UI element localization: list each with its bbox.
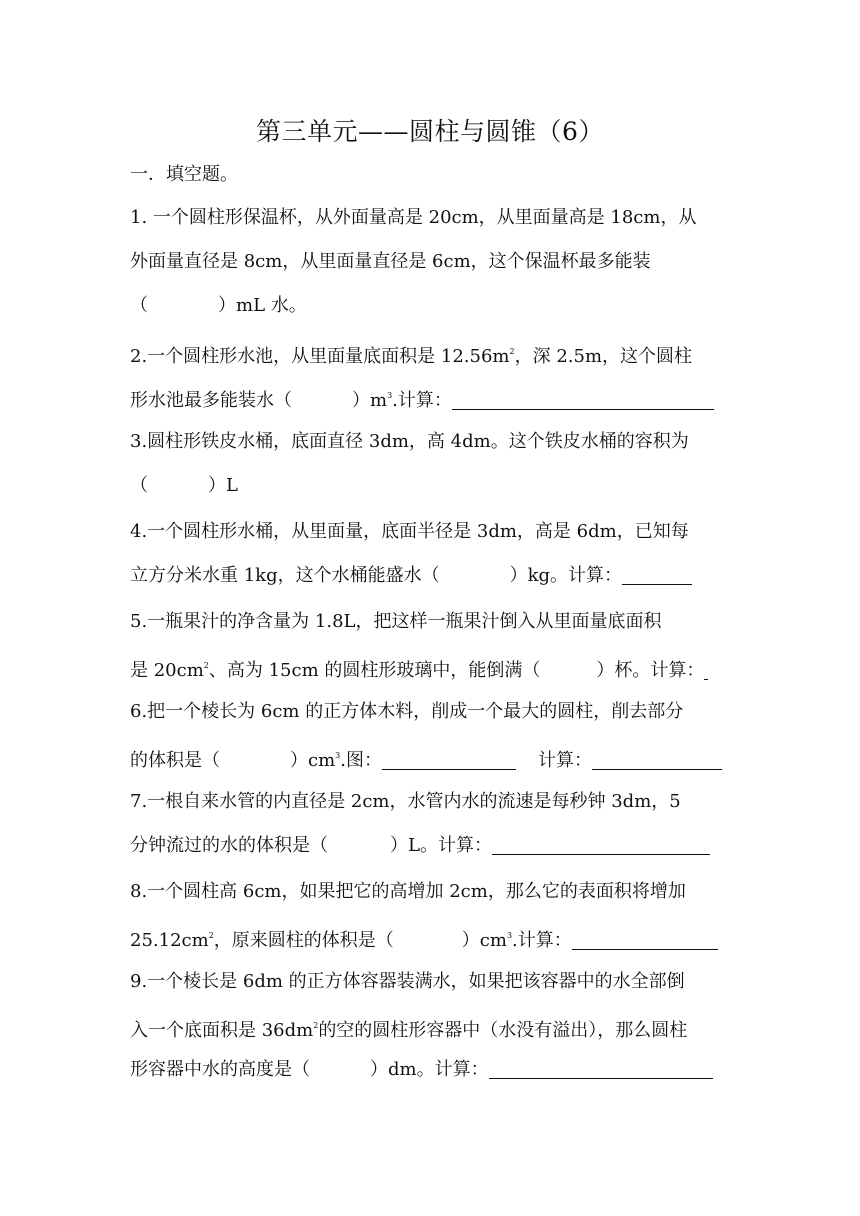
q4-calc-line[interactable] (622, 564, 692, 585)
q2-line2b: ）m (352, 390, 388, 411)
q6-line1: 6.把一个棱长为 6cm 的正方体木料，削成一个最大的圆柱，削去部分 (130, 701, 684, 722)
question-6 (130, 690, 730, 778)
q8-line2b: ，原来圆柱的体积是（ (213, 930, 394, 951)
q1-line3: ）mL 水。 (218, 295, 307, 316)
section-heading: 一．填空题。 (130, 164, 238, 185)
q5-line2c: ）杯。计算： (596, 660, 705, 681)
q9-line2b: 的空的圆柱形容器中（水没有溢出），那么圆柱 (318, 1020, 688, 1041)
q4-line1: 4.一个圆柱形水桶，从里面量，底面半径是 3dm，高是 6dm，已知每 (130, 521, 689, 542)
q1-blank-open: （ (130, 295, 148, 316)
q2-line1a: 2.一个圆柱形水池，从里面量底面积是 12.56m (130, 346, 510, 367)
q8-line2d: .计算： (512, 930, 572, 951)
q5-calc-line[interactable] (704, 659, 708, 680)
q6-figure-line[interactable] (382, 749, 516, 770)
q6-line2b: ）cm (290, 750, 336, 771)
q2-sup3: 3 (387, 391, 393, 400)
question-2 (130, 330, 730, 418)
question-3 (130, 420, 730, 508)
q8-line2a: 25.12cm (130, 930, 209, 951)
question-1 (130, 196, 730, 328)
q6-calc-line[interactable] (592, 749, 722, 770)
question-8 (130, 870, 730, 958)
q2-line1b: ，深 2.5m，这个圆柱 (514, 346, 693, 367)
q9-line1: 9.一个棱长是 6dm 的正方体容器装满水，如果把该容器中的水全部倒 (130, 971, 685, 992)
q9-line3b: ）dm。计算： (370, 1059, 489, 1080)
q2-line2c: .计算： (392, 390, 452, 411)
q8-line1: 8.一个圆柱高 6cm，如果把它的高增加 2cm，那么它的表面积将增加 (130, 881, 686, 902)
q6-line2a: 的体积是（ (130, 750, 220, 771)
q8-calc-line[interactable] (572, 929, 718, 950)
q7-line2b: ）L。计算： (390, 835, 492, 856)
q8-sup: 2 (208, 931, 214, 940)
q2-line2a: 形水池最多能装水（ (130, 390, 292, 411)
q3-line1: 3.圆柱形铁皮水桶，底面直径 3dm，高 4dm。这个铁皮水桶的容积为 (130, 431, 689, 452)
q1-line2: 外面量直径是 8cm，从里面量直径是 6cm，这个保温杯最多能装 (130, 251, 651, 272)
q5-sup: 2 (203, 661, 209, 670)
q5-line1: 5.一瓶果汁的净含量为 1.8L，把这样一瓶果汁倒入从里面量底面积 (130, 611, 662, 632)
page-title: 第三单元——圆柱与圆锥（6） (256, 117, 604, 146)
q7-line1: 7.一根自来水管的内直径是 2cm，水管内水的流速是每秒钟 3dm，5 (130, 791, 681, 812)
question-4 (130, 510, 730, 598)
question-7 (130, 780, 730, 868)
q3-blank-open: （ (130, 475, 148, 496)
q5-line2a: 是 20cm (130, 660, 204, 681)
question-5 (130, 600, 730, 688)
q8-line2c: ）cm (461, 930, 507, 951)
q6-line2c: .图： (340, 750, 382, 771)
q9-line2a: 入一个底面积是 36dm (130, 1020, 314, 1041)
q3-line2: ）L (208, 475, 238, 496)
q9-line3a: 形容器中水的高度是（ (130, 1059, 310, 1080)
q1-line1: 1. 一个圆柱形保温杯，从外面量高是 20cm，从里面量高是 18cm，从 (130, 207, 697, 228)
q9-calc-line[interactable] (489, 1058, 713, 1079)
q6-sup: 3 (335, 751, 341, 760)
q7-line2a: 分钟流过的水的体积是（ (130, 835, 328, 856)
q8-sup3: 3 (506, 931, 513, 940)
q2-sup: 2 (509, 347, 515, 356)
q2-calc-line[interactable] (452, 389, 714, 410)
question-9 (130, 960, 730, 1092)
q4-line2a: 立方分米水重 1kg，这个水桶能盛水（ (130, 565, 440, 586)
q7-calc-line[interactable] (492, 834, 710, 855)
q5-line2b: 、高为 15cm 的圆柱形玻璃中，能倒满（ (208, 660, 541, 681)
q9-sup: 2 (313, 1021, 319, 1030)
q6-line2d: 计算： (537, 750, 592, 771)
q4-line2b: ）kg。计算： (509, 565, 623, 586)
